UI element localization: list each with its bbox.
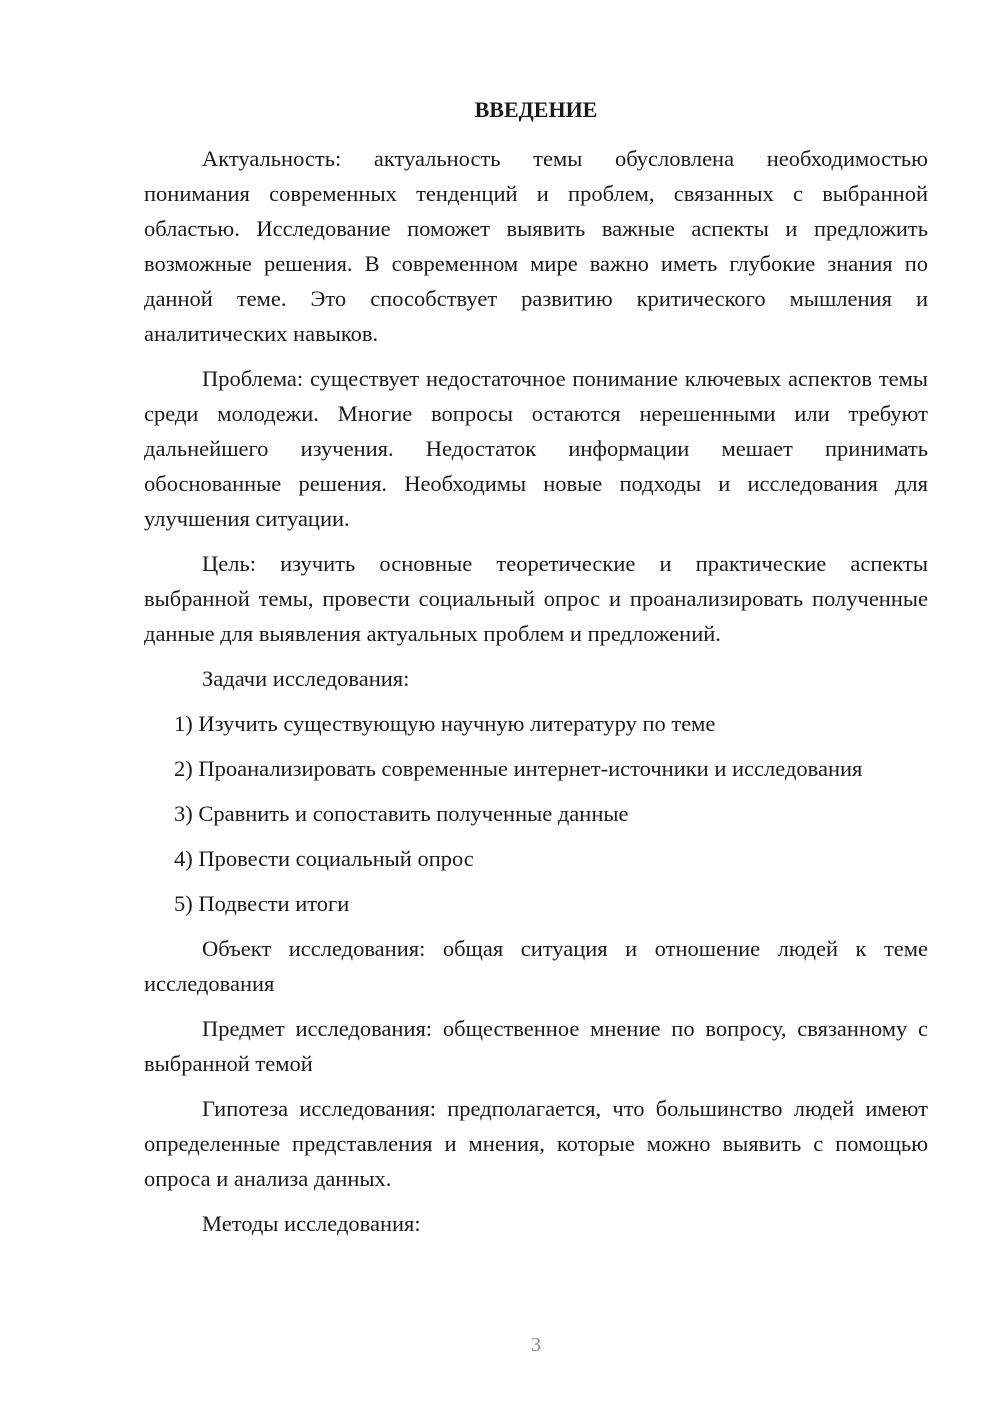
page-content: [144, 96, 928, 1251]
paragraph-relevance: Актуальность: актуальность темы обусловлена необходимостью понимания современных тенденций и проблем, связанных с выбранной областью. Исследование поможет выявить важные аспекты и предложить возможные решения. В современном мире важно иметь глубокие знания по данной теме. Это способствует развитию критического мышления и аналитических навыков.: [144, 146, 928, 346]
tasks-heading: Задачи исследования:: [202, 666, 410, 691]
paragraph-object: Объект исследования: общая ситуация и отношение людей к теме исследования: [144, 936, 928, 996]
paragraph-subject: Предмет исследования: общественное мнение по вопросу, связанному с выбранной темой: [144, 1016, 928, 1076]
task-item-1: 1) Изучить существующую научную литературу по теме: [174, 711, 716, 736]
task-item-4: 4) Провести социальный опрос: [174, 846, 474, 871]
page-title: ВВЕДЕНИЕ: [474, 97, 598, 122]
methods-heading: Методы исследования:: [202, 1211, 421, 1236]
paragraph-hypothesis: Гипотеза исследования: предполагается, что большинство людей имеют определенные представления и мнения, которые можно выявить с помощью опроса и анализа данных.: [144, 1096, 928, 1191]
paragraph-goal: Цель: изучить основные теоретические и практические аспекты выбранной темы, провести социальный опрос и проанализировать полученные данные для выявления актуальных проблем и предложений.: [144, 551, 928, 646]
paragraph-problem: Проблема: существует недостаточное понимание ключевых аспектов темы среди молодежи. Многие вопросы остаются нерешенными или требуют дальнейшего изучения. Недостаток информации мешает принимать обоснованные решения. Необходимы новые подходы и исследования для улучшения ситуации.: [144, 366, 928, 531]
task-item-3: 3) Сравнить и сопоставить полученные данные: [174, 801, 629, 826]
task-item-5: 5) Подвести итоги: [174, 891, 350, 916]
page-number: 3: [531, 1334, 541, 1356]
task-item-2: 2) Проанализировать современные интернет-источники и исследования: [174, 756, 863, 781]
